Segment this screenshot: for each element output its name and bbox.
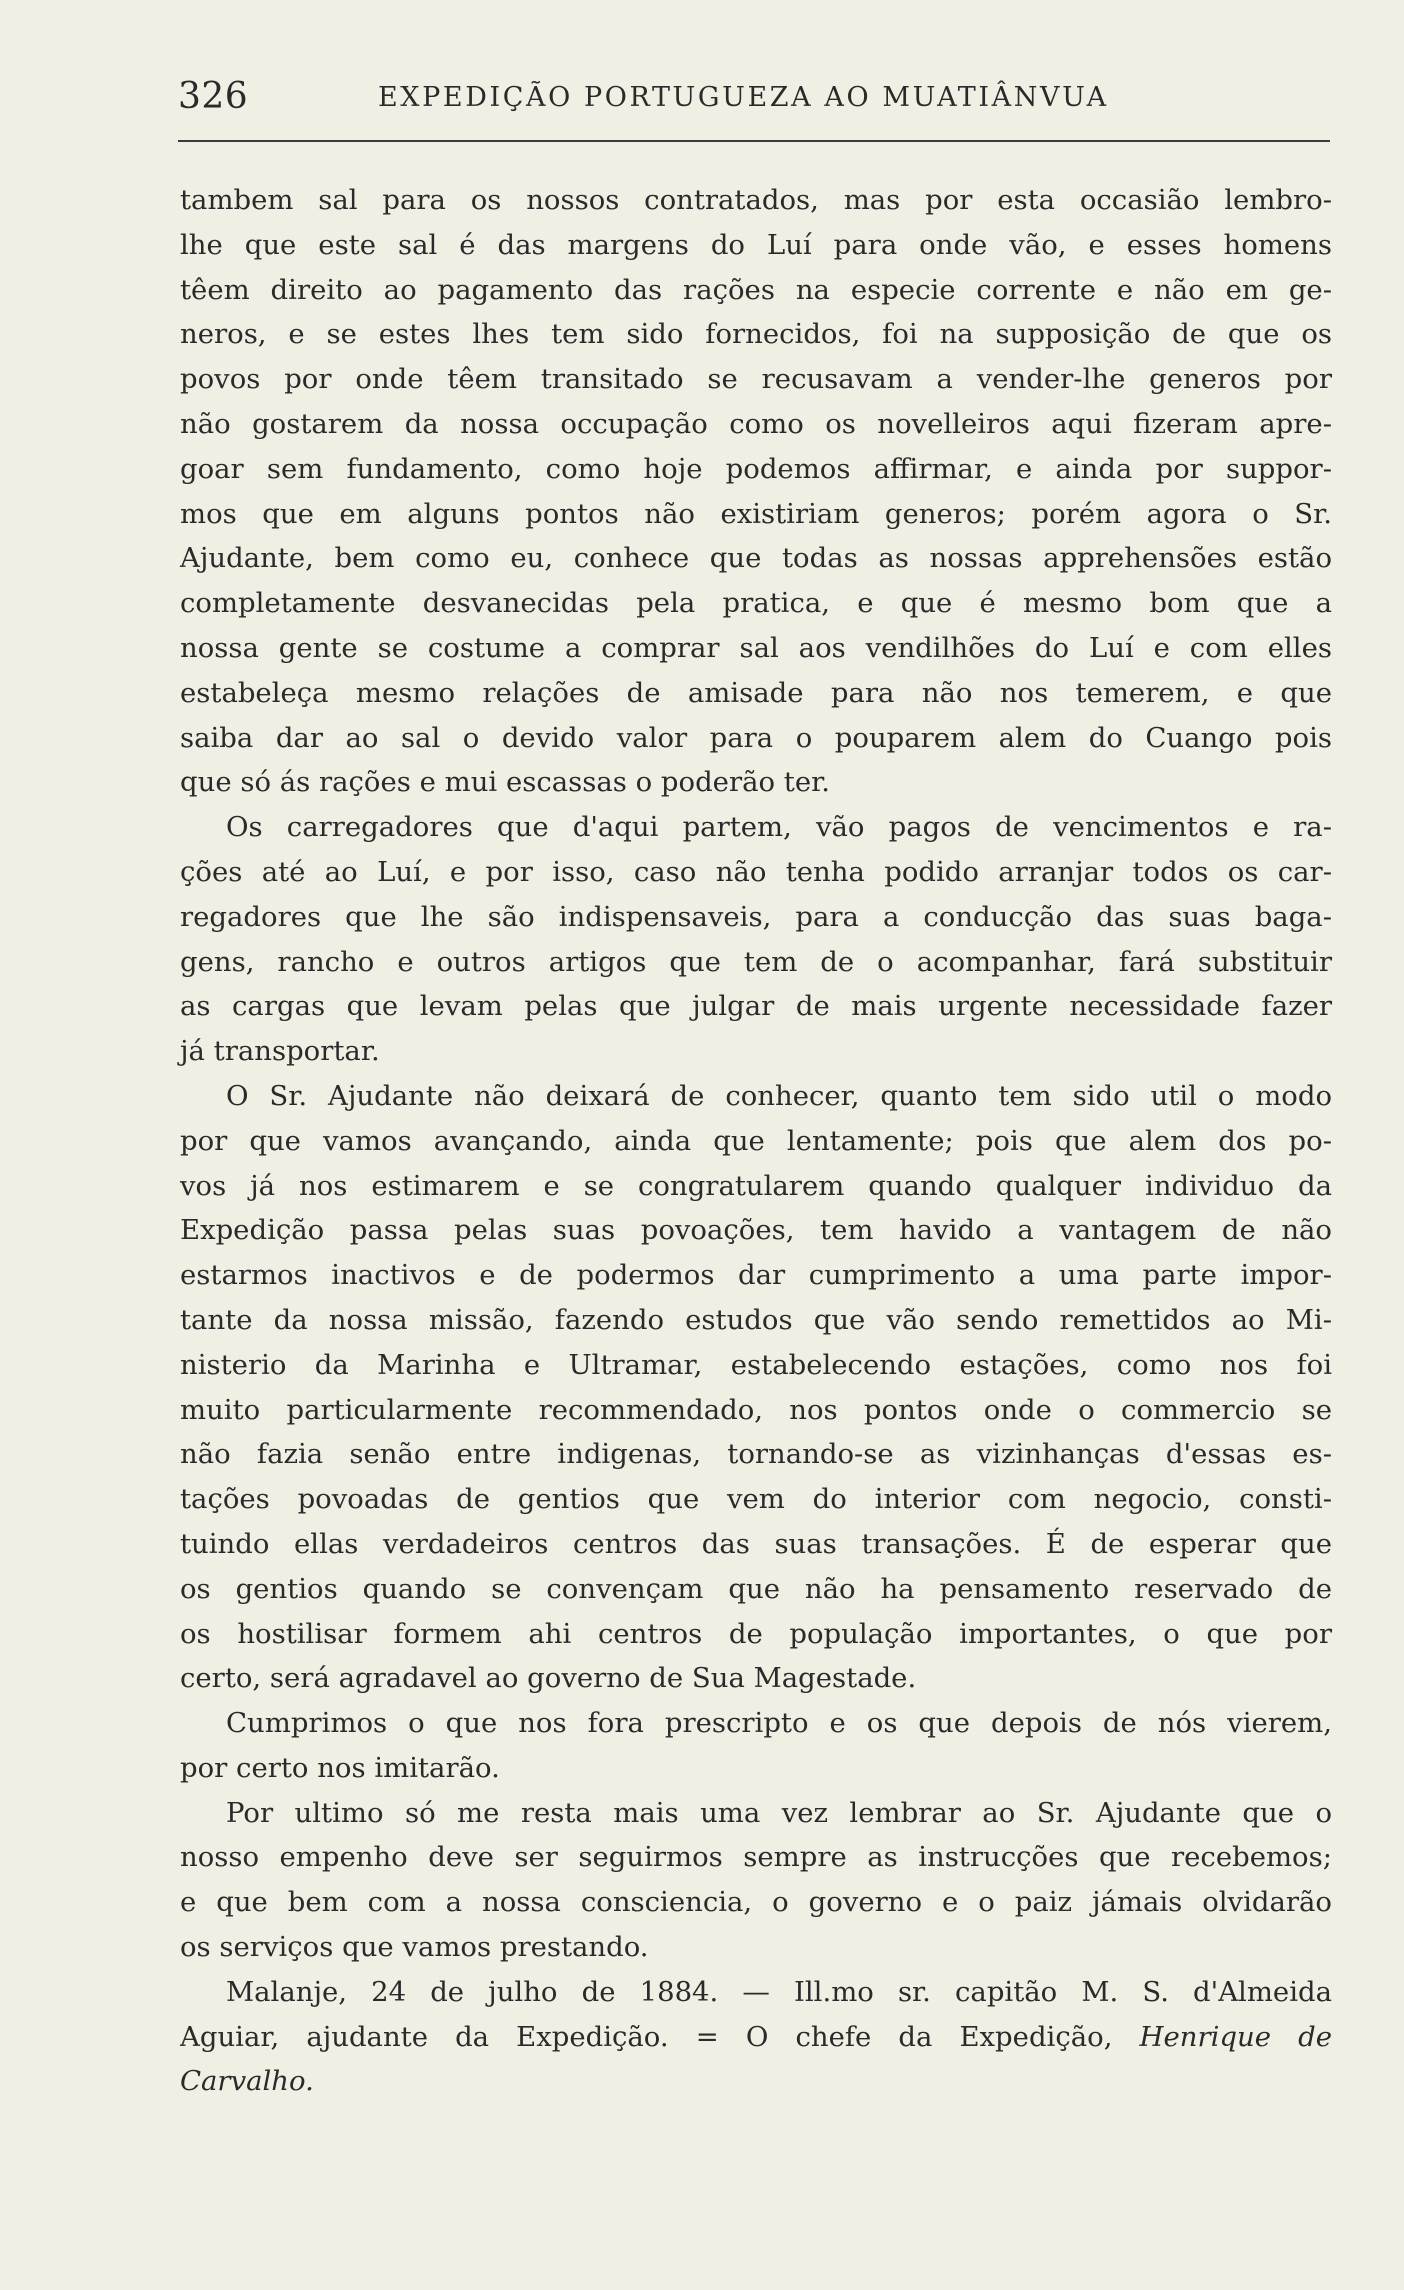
text-line: nosso empenho deve ser seguirmos sempre as instrucções que recebemos;	[180, 1841, 1332, 1874]
text-line: estabeleça mesmo relações de amisade para não nos temerem, e que	[180, 676, 1332, 709]
text-line: povos por onde têem transitado se recusavam a vender-lhe generos por	[180, 363, 1332, 396]
text-line: regadores que lhe são indispensaveis, para a conducção das suas baga-	[180, 900, 1332, 933]
text-line: tante da nossa missão, fazendo estudos que vão sendo remettidos ao Mi-	[180, 1303, 1332, 1336]
text-line: estarmos inactivos e de podermos dar cumprimento a uma parte impor-	[180, 1259, 1332, 1292]
text-line: lhe que este sal é das margens do Luí para onde vão, e esses homens	[180, 228, 1332, 261]
text-line: Ajudante, bem como eu, conhece que todas as nossas apprehensões estão	[180, 542, 1332, 575]
text-line: por que vamos avançando, ainda que lentamente; pois que alem dos po-	[180, 1124, 1332, 1157]
text-line: saiba dar ao sal o devido valor para o pouparem alem do Cuango pois	[180, 721, 1332, 754]
text-line: gens, rancho e outros artigos que tem de o acompanhar, fará substituir	[180, 945, 1332, 978]
text-line: têem direito ao pagamento das rações na especie corrente e não em ge-	[180, 273, 1332, 306]
text-line: Cumprimos o que nos fora prescripto e os que depois de nós vierem,	[226, 1707, 1332, 1740]
text-line: neros, e se estes lhes tem sido fornecidos, foi na supposição de que os	[180, 318, 1332, 351]
text-line: Por ultimo só me resta mais uma vez lembrar ao Sr. Ajudante que o	[226, 1796, 1332, 1829]
page-header	[178, 76, 1330, 130]
text-line: tações povoadas de gentios que vem do interior com negocio, consti-	[180, 1483, 1332, 1516]
signature-surname: Carvalho.	[180, 2065, 314, 2098]
text-line: Malanje, 24 de julho de 1884. — Ill.mo sr. capitão M. S. d'Almeida	[226, 1975, 1332, 2008]
closing-text: Aguiar, ajudante da Expedição. = O chefe da Expedição,	[180, 2020, 1113, 2053]
text-line: não gostarem da nossa occupação como os novelleiros aqui fizeram apre-	[180, 407, 1332, 440]
header-rule	[178, 140, 1330, 142]
text-line: não fazia senão entre indigenas, tornando-se as vizinhanças d'essas es-	[180, 1438, 1332, 1471]
text-line: os gentios quando se convençam que não ha pensamento reservado de	[180, 1572, 1332, 1605]
page-number: 326	[178, 76, 249, 117]
text-line: Os carregadores que d'aqui partem, vão pagos de vencimentos e ra-	[226, 811, 1332, 844]
text-line: nisterio da Marinha e Ultramar, estabelecendo estações, como nos foi	[180, 1348, 1332, 1381]
text-line: completamente desvanecidas pela pratica, e que é mesmo bom que a	[180, 587, 1332, 620]
signature-name: Henrique de	[1139, 2020, 1332, 2053]
text-line: os serviços que vamos prestando.	[180, 1931, 649, 1964]
text-line: goar sem fundamento, como hoje podemos affirmar, e ainda por suppor-	[180, 452, 1332, 485]
running-title: EXPEDIÇÃO PORTUGUEZA AO MUATIÂNVUA	[378, 82, 1109, 113]
text-line	[180, 2015, 1332, 2060]
text-line: já transportar.	[180, 1035, 380, 1068]
text-line: tambem sal para os nossos contratados, mas por esta occasião lembro-	[180, 184, 1332, 216]
text-line: os hostilisar formem ahi centros de população importantes, o que por	[180, 1617, 1332, 1650]
letter-body	[180, 178, 1332, 2104]
text-line: as cargas que levam pelas que julgar de mais urgente necessidade fazer	[180, 990, 1332, 1023]
text-line: que só ás rações e mui escassas o poderão ter.	[180, 766, 830, 799]
text-line: Expedição passa pelas suas povoações, tem havido a vantagem de não	[180, 1214, 1332, 1247]
text-line: certo, será agradavel ao governo de Sua Magestade.	[180, 1662, 917, 1695]
text-line: tuindo ellas verdadeiros centros das suas transações. É de esperar que	[180, 1527, 1332, 1560]
text-line: mos que em alguns pontos não existiriam generos; porém agora o Sr.	[180, 497, 1332, 530]
text-line: vos já nos estimarem e se congratularem quando qualquer individuo da	[180, 1169, 1332, 1202]
text-line: e que bem com a nossa consciencia, o governo e o paiz jámais olvidarão	[180, 1886, 1332, 1919]
text-line: muito particularmente recommendado, nos pontos onde o commercio se	[180, 1393, 1332, 1426]
text-line: O Sr. Ajudante não deixará de conhecer, quanto tem sido util o modo	[226, 1079, 1332, 1112]
text-line: ções até ao Luí, e por isso, caso não tenha podido arranjar todos os car-	[180, 855, 1332, 888]
text-line: por certo nos imitarão.	[180, 1751, 500, 1784]
text-line: nossa gente se costume a comprar sal aos vendilhões do Luí e com elles	[180, 631, 1332, 664]
